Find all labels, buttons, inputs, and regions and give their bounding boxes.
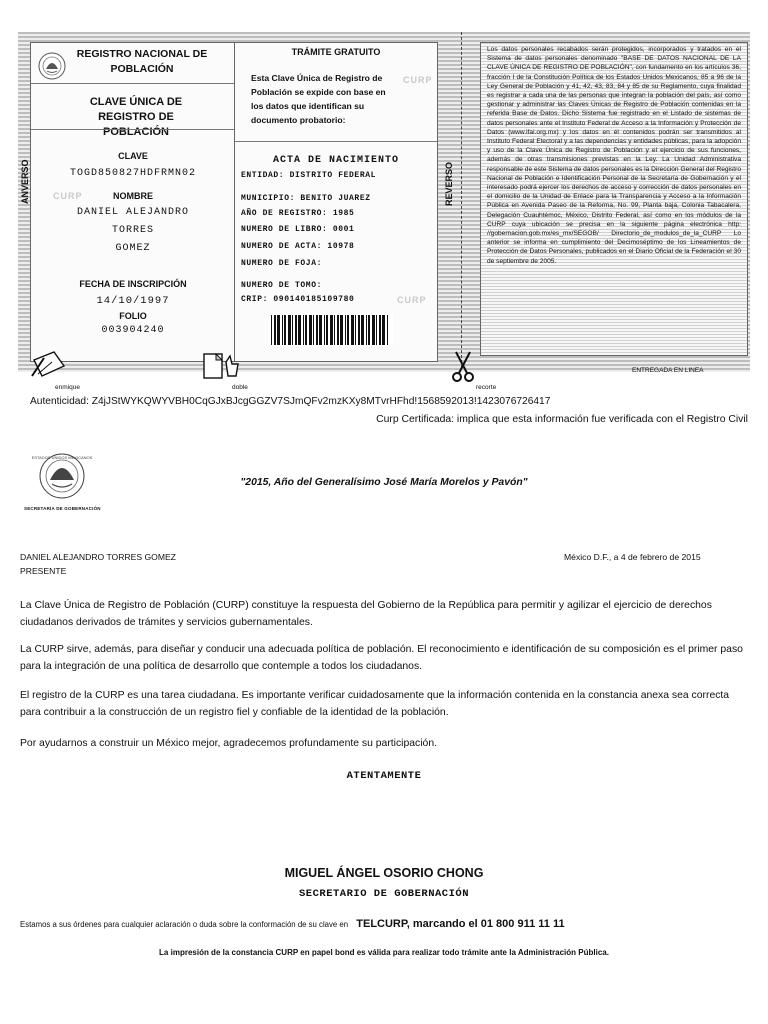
footer-note: La impresión de la constancia CURP en papel bond es válida para realizar todo trámite ante la Administración Pública. [159,948,609,957]
barcode-bar [316,315,318,345]
barcode-bar [379,315,381,345]
privacy-text: Los datos personales recabados serán protegidos, incorporados y tratados en el Sistema de datos personales denominado "BASE DE DATOS NACIONAL DE LA CLAVE ÚNICA DE REGISTRO DE POBLACIÓN", con fundamento en los artículos 36, fracción I de la Constitución Política de los Estados Unidos Mexicanos, 85 a 96 de la Ley General de Población y 41, 42, 43, 83, 84 y 85 de su Reglamento, cuya finalidad es registrar a cada una de las personas que integran la población del país, así como gestionar y administrar las Claves Únicas de Registro de Población contenidas en la referida Base de Datos. Dicho Sistema fue registrado en el Listado de sistemas de datos personales ante el Instituto Federal de Acceso a la Información y Protección de Datos (www.ifai.org.mx) y los datos en él contenidos podrán ser transmitidos al Instituto Federal Electoral y a las dependencias y entidades públicas, para la adopción y uso de la Clave Única de Registro de Población y el ejercicio de sus funciones, además de otras transmisiones previstas en la Ley. La Unidad Administrativa responsable de este Sistema de datos personales es la Dirección General del Registro Nacional de Población e Identificación Personal de la Secretaría de Gobernación y el interesado podrá ejercer los derechos de acceso y corrección de datos personales en el domicilio de la Unidad de Enlace para la Transparencia y Acceso a la Información Pública en Avenida Paseo de la Reforma, No. 99, Planta baja, Colonia Tabacalera, Delegación Cuauhtémoc, México, Distrito Federal, así como en los módulos de la CURP cuya ubicación se precisa en la siguiente página electrónica http: //gobernacion.gob.mx/es_mx/SEGOB/ Directorio_de_modulos_de_la_CURP Lo anterior se informa en cumplimiento del Decimoséptimo de los Lineamientos de Protección de Datos Personales, publicados en el Diario Oficial de la Federación el 30 de septiembre de 2005. [487,46,741,265]
barcode-bar [284,315,286,345]
acta-title: ACTA DE NACIMIENTO [272,155,400,166]
barcode-bar [277,315,280,345]
paragraph-4: Por ayudarnos a construir un México mejor, agradecemos profundamente su participación. [20,738,437,749]
barcode-bar [366,315,367,345]
barcode-bar [292,315,293,345]
registro-title: REGISTRO NACIONAL DE POBLACIÓN [76,48,208,75]
barcode-bar [355,315,356,345]
document-cut-icon [28,350,70,380]
barcode-bar [387,315,388,345]
curp-certificada-text: Curp Certificada: implica que esta información fue verificada con el Registro Civil [376,414,748,425]
mexico-seal-icon [37,51,67,81]
acta-row: ENTIDAD: DISTRITO FEDERAL [241,171,377,180]
fold-page-icon [200,348,246,382]
acta-row: AÑO DE REGISTRO: 1985 [241,209,355,218]
divider [31,83,235,84]
signer-name: MIGUEL ÁNGEL OSORIO CHONG [284,866,484,880]
barcode-bar [345,315,346,345]
barcode-bar [305,315,307,345]
fold-line [461,32,462,368]
barcode-bar [326,315,328,345]
motto: "2015, Año del Generalísimo José María Morelos y Pavón" [240,477,528,488]
divider [31,129,235,130]
barcode-bar [274,315,276,345]
barcode-bar [271,315,272,345]
doble-label: doble [232,384,248,391]
clave-title: CLAVE ÚNICA DE REGISTRO DE POBLACIÓN [89,96,183,138]
curp-card [18,32,750,372]
autenticidad-text: Autenticidad: Z4jJStWYKQWYVBH0CqGJxBJcgGGZV7SJmQFv2mzKXy8MTvrHFhd!1568592013!1423076726417 [30,396,551,407]
clave-label: CLAVE [118,151,148,161]
fecha-label: FECHA DE INSCRIPCIÓN [79,279,187,289]
presente: PRESENTE [20,566,67,576]
acta-row: CRIP: 090140185109780 [241,295,355,304]
barcode [269,313,393,347]
barcode-bar [298,315,301,345]
barcode-bar [295,315,297,345]
entregada-label: ENTREGADA EN LINEA [632,367,704,374]
folio-label: FOLIO [119,311,147,321]
folio-value: 003904240 [101,325,165,336]
barcode-bar [347,315,349,345]
atentamente: ATENTAMENTE [346,770,422,782]
nombre-line-2: TORRES [111,225,154,236]
letter-date: México D.F., a 4 de febrero de 2015 [564,552,701,562]
acta-row: MUNICIPIO: BENITO JUAREZ [241,194,371,203]
barcode-bar [319,315,322,345]
contact-line [20,918,565,930]
barcode-bar [330,315,333,345]
acta-row: NUMERO DE ACTA: 10978 [241,242,355,251]
barcode-bar [337,315,339,345]
tramite-title: TRÁMITE GRATUITO [291,47,381,57]
curp-watermark: CURP [53,191,83,201]
paragraph-3: El registro de la CURP es una tarea ciudadana. Es importante verificar cuidadosamente que la información contenida en la constancia anexa sea correcta para contribuir a la construcción de un registro fiel y confiable de la identidad de la población. [20,690,730,718]
fecha-value: 14/10/1997 [96,295,170,307]
barcode-bar [303,315,304,345]
barcode-bar [361,315,364,345]
paragraph-2: La CURP sirve, además, para diseñar y conducir una adecuada política de población. El reconocimiento e identificación de su composición es el primer paso para la integración de una política de desarrollo que contemple a todos los ciudadanos. [20,644,743,672]
barcode-bar [340,315,343,345]
paragraph-1: La Clave Única de Registro de Población (CURP) constituye la respuesta del Gobierno de la República para permitir y agilizar el ejercicio de derechos ciudadanos derivados de trámites y servicios gubernamentales. [20,600,712,628]
tramite-text: Esta Clave Única de Registro de Población se expide con base en los datos que identifican su documento probatorio: [251,73,386,125]
signer-title: SECRETARIO DE GOBERNACIÓN [298,888,470,900]
privacy-panel [480,42,748,356]
seal-caption: SECRETARÍA DE GOBERNACIÓN [24,506,101,511]
acta-row: NUMERO DE TOMO: [241,281,323,290]
recipient-name: DANIEL ALEJANDRO TORRES GOMEZ [20,552,176,562]
acta-row: NUMERO DE LIBRO: 0001 [241,225,355,234]
nombre-line-1: DANIEL ALEJANDRO [76,207,189,218]
barcode-bar [372,315,375,345]
scissors-icon [450,350,476,384]
barcode-bar [282,315,283,345]
nombre-line-3: GOMEZ [115,243,151,254]
nombre-label: NOMBRE [113,191,153,201]
enmique-label: enmique [55,384,80,391]
telcurp-phone: TELCURP, marcando el 01 800 911 11 11 [356,918,565,930]
curp-watermark: CURP [397,295,427,305]
anverso-panel [30,42,236,362]
barcode-bar [376,315,377,345]
barcode-bar [358,315,360,345]
reverso-label: REVERSO [444,161,454,206]
barcode-bar [351,315,354,345]
curp-watermark: CURP [403,75,433,85]
barcode-bar [382,315,385,345]
barcode-bar [309,315,312,345]
acta-row: NUMERO DE FOJA: [241,259,323,268]
barcode-bar [334,315,335,345]
recorte-label: recorte [476,384,497,391]
divider [235,141,437,142]
seal-ring-text: ESTADOS UNIDOS MEXICANOS [31,455,93,460]
barcode-bar [288,315,291,345]
anverso-label: ANVERSO [20,159,30,204]
barcode-bar [368,315,370,345]
tramite-panel [234,42,438,362]
barcode-bar [313,315,314,345]
contact-prefix: Estamos a sus órdenes para cualquier aclaración o duda sobre la conformación de su clave en [20,920,349,929]
barcode-bar [324,315,325,345]
clave-value: TOGD850827HDFRMN02 [69,168,197,179]
